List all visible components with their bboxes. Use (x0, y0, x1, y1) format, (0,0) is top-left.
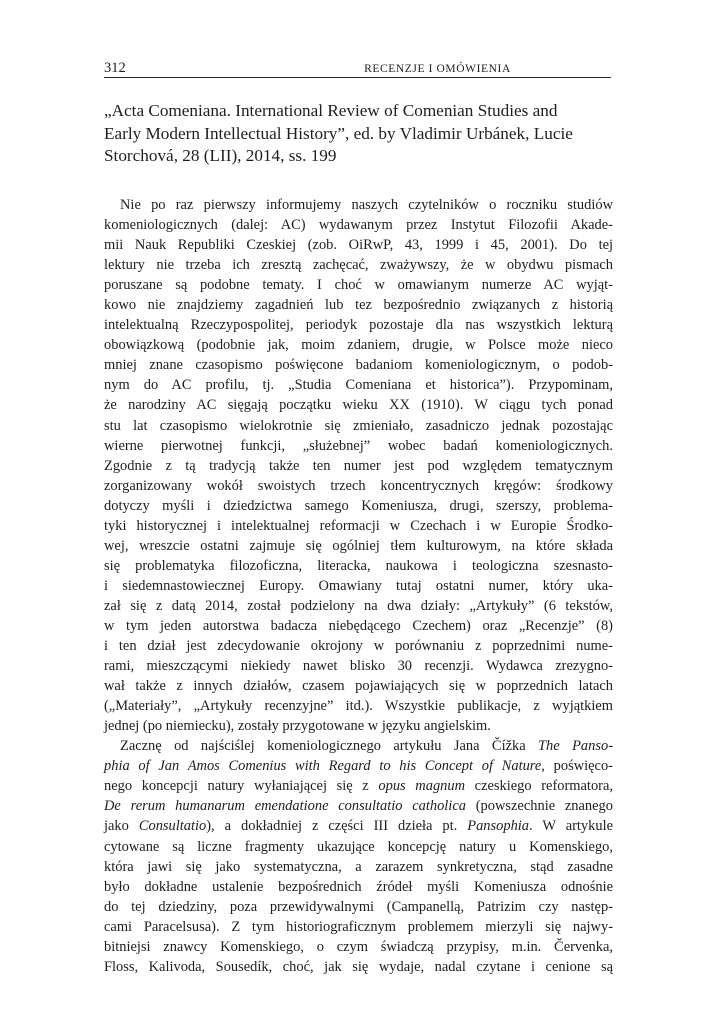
text-line (104, 736, 613, 756)
text-line: w tym jeden autorstwa badacza niebędącego Czechem) oraz „Recenzje” (8) (104, 617, 613, 634)
text-line: lektury nie trzeba ich zresztą zachęcać, zważywszy, że w obydwu pismach (104, 257, 613, 274)
text-line: do tej dziedziny, poza przewidywalnymi (Campanellą, Patrizim czy następ- (104, 898, 613, 915)
text-line: („Materiały”, „Artykuły recenzyjne” itd.). Wszystkie publikacje, z wyjątkiem (104, 698, 613, 715)
text-line: Nie po raz pierwszy informujemy naszych czytelników o roczniku studiów (120, 197, 613, 213)
text-run: (powszechnie znanego (465, 798, 613, 815)
text-line: nym do AC profilu, tj. „Studia Comeniana et historica”). Przypominam, (104, 377, 613, 394)
text-line (104, 756, 613, 776)
body-text (104, 195, 613, 977)
text-line: cytowane są liczne fragmenty ukazujące koncepcję natury u Komenskiego, (104, 838, 613, 855)
section-title: RECENZJE I OMÓWIENIA (364, 63, 511, 75)
text-line: zorganizowany wokół swoistych trzech koncentrycznych kręgów: środkowy (104, 477, 613, 494)
text-line: komeniologicznych (dalej: AC) wydawanym przez Instytut Filozofii Akade- (104, 217, 613, 234)
latin-term-italic: opus magnum (378, 778, 466, 795)
text-run: , poświęco- (541, 758, 613, 775)
running-head (104, 61, 611, 78)
text-line: Zgodnie z tą tradycją także ten numer jest pod względem tematycznym (104, 457, 613, 474)
text-line: że narodziny AC sięgają początku wieku XX (1910). W ciągu tych ponad (104, 397, 613, 414)
text-line: bitniejsi znawcy Komenskiego, o czym świadczą przypisy, m.in. Červenka, (104, 938, 613, 955)
text-line: która jawi się jako systematyczna, a zarazem synkretyczna, stąd zasadne (104, 858, 613, 875)
text-line: stu lat czasopismo wielokrotnie się zmieniało, zasadniczo jednak pozostając (104, 417, 613, 434)
text-line: tyki historycznej i intelektualnej reformacji w Czechach i w Europie Środko- (104, 517, 613, 534)
paragraph-1 (104, 195, 613, 736)
text-run: ), a dokładniej z części III dzieła pt. (206, 818, 468, 835)
text-line: się problematyka filozoficzna, literacka, naukowa i teologiczna szesnasto- (104, 557, 613, 574)
review-heading-line: Storchová, 28 (LII), 2014, ss. 199 (104, 146, 337, 165)
text-line: kowo nie znajdziemy zagadnień lub tez bezpośrednio związanych z historią (104, 297, 613, 314)
work-title-italic: De rerum humanarum emendatione consultatio catholica (104, 798, 466, 815)
text-line: zał się z datą 2014, został podzielony na dwa działy: „Artykuły” (6 tekstów, (104, 597, 613, 614)
text-line: dotyczy myśli i dziedzictwa samego Komeniusza, drugi, szerszy, problema- (104, 497, 613, 514)
page-number: 312 (104, 60, 126, 76)
text-run: nego koncepcji natury wyłaniającej się z (104, 778, 379, 795)
article-title-italic: The Panso- (538, 738, 614, 755)
text-line: poruszane są podobne tematy. I choć w omawianym numerze AC wyjąt- (104, 277, 613, 294)
text-line (104, 796, 613, 816)
text-line (104, 776, 613, 796)
text-line: rami, mieszczącymi niekiedy nawet blisko 30 recenzji. Wydawca zrezygno- (104, 658, 613, 675)
review-bibliographic-heading (104, 100, 614, 168)
text-line: wał także z innych działów, czasem pojawiających się w poprzednich latach (104, 678, 613, 695)
text-line: wej, wreszcie ostatni zajmuje się ogólniej tłem kulturowym, na które składa (104, 537, 613, 554)
text-line (104, 816, 613, 836)
review-heading-line: „Acta Comeniana. International Review of Comenian Studies and (104, 101, 558, 120)
text-line: wierne pierwotnej funkcji, „służebnej” wobec badań komeniologicznych. (104, 437, 613, 454)
text-run: czeskiego reformatora, (465, 778, 613, 795)
work-title-italic: Pansophia (467, 818, 530, 835)
text-line: cami Paracelsusa). Z tym historiograficznym problemem mierzyli się najwy- (104, 918, 613, 935)
text-line: Floss, Kalivoda, Sousedík, choć, jak się wydaje, nadal czytane i cenione są (104, 958, 613, 975)
text-line: mii Nauk Republiki Czeskiej (zob. OiRwP, 43, 1999 i 45, 2001). Do tej (104, 237, 613, 254)
text-line: obowiązkową (podobnie jak, moim zdaniem, drugie, w Polsce może nieco (104, 337, 613, 354)
text-line: jednej (po niemiecku), zostały przygotowane w języku angielskim. (104, 718, 491, 735)
review-heading-line: Early Modern Intellectual History”, ed. by Vladimir Urbánek, Lucie (104, 123, 573, 143)
work-title-italic: Consultatio (138, 818, 207, 835)
paragraph-2 (104, 736, 613, 977)
text-line: było dokładne ustalenie bezpośrednich źródeł myśli Komeniusza odnośnie (104, 878, 613, 895)
text-line: mniej znane czasopismo poświęcone badaniom komeniologicznym, o podob- (104, 357, 613, 374)
text-line: i ten dział jest zdecydowanie okrojony w porównaniu z poprzednimi nume- (104, 638, 613, 655)
text-run: . W artykule (529, 818, 613, 835)
text-run: jako (104, 818, 139, 835)
article-title-italic: phia of Jan Amos Comenius with Regard to his Concept of Nature (104, 758, 542, 775)
text-run: Zacznę od najściślej komeniologicznego artykułu Jana Čížka (120, 738, 539, 755)
text-line: intelektualną Rzeczypospolitej, periodyk pozostaje dla nas wszystkich lekturą (104, 317, 613, 334)
text-line: i siedemnastowiecznej Europy. Omawiany tutaj ostatni numer, który uka- (104, 577, 613, 594)
